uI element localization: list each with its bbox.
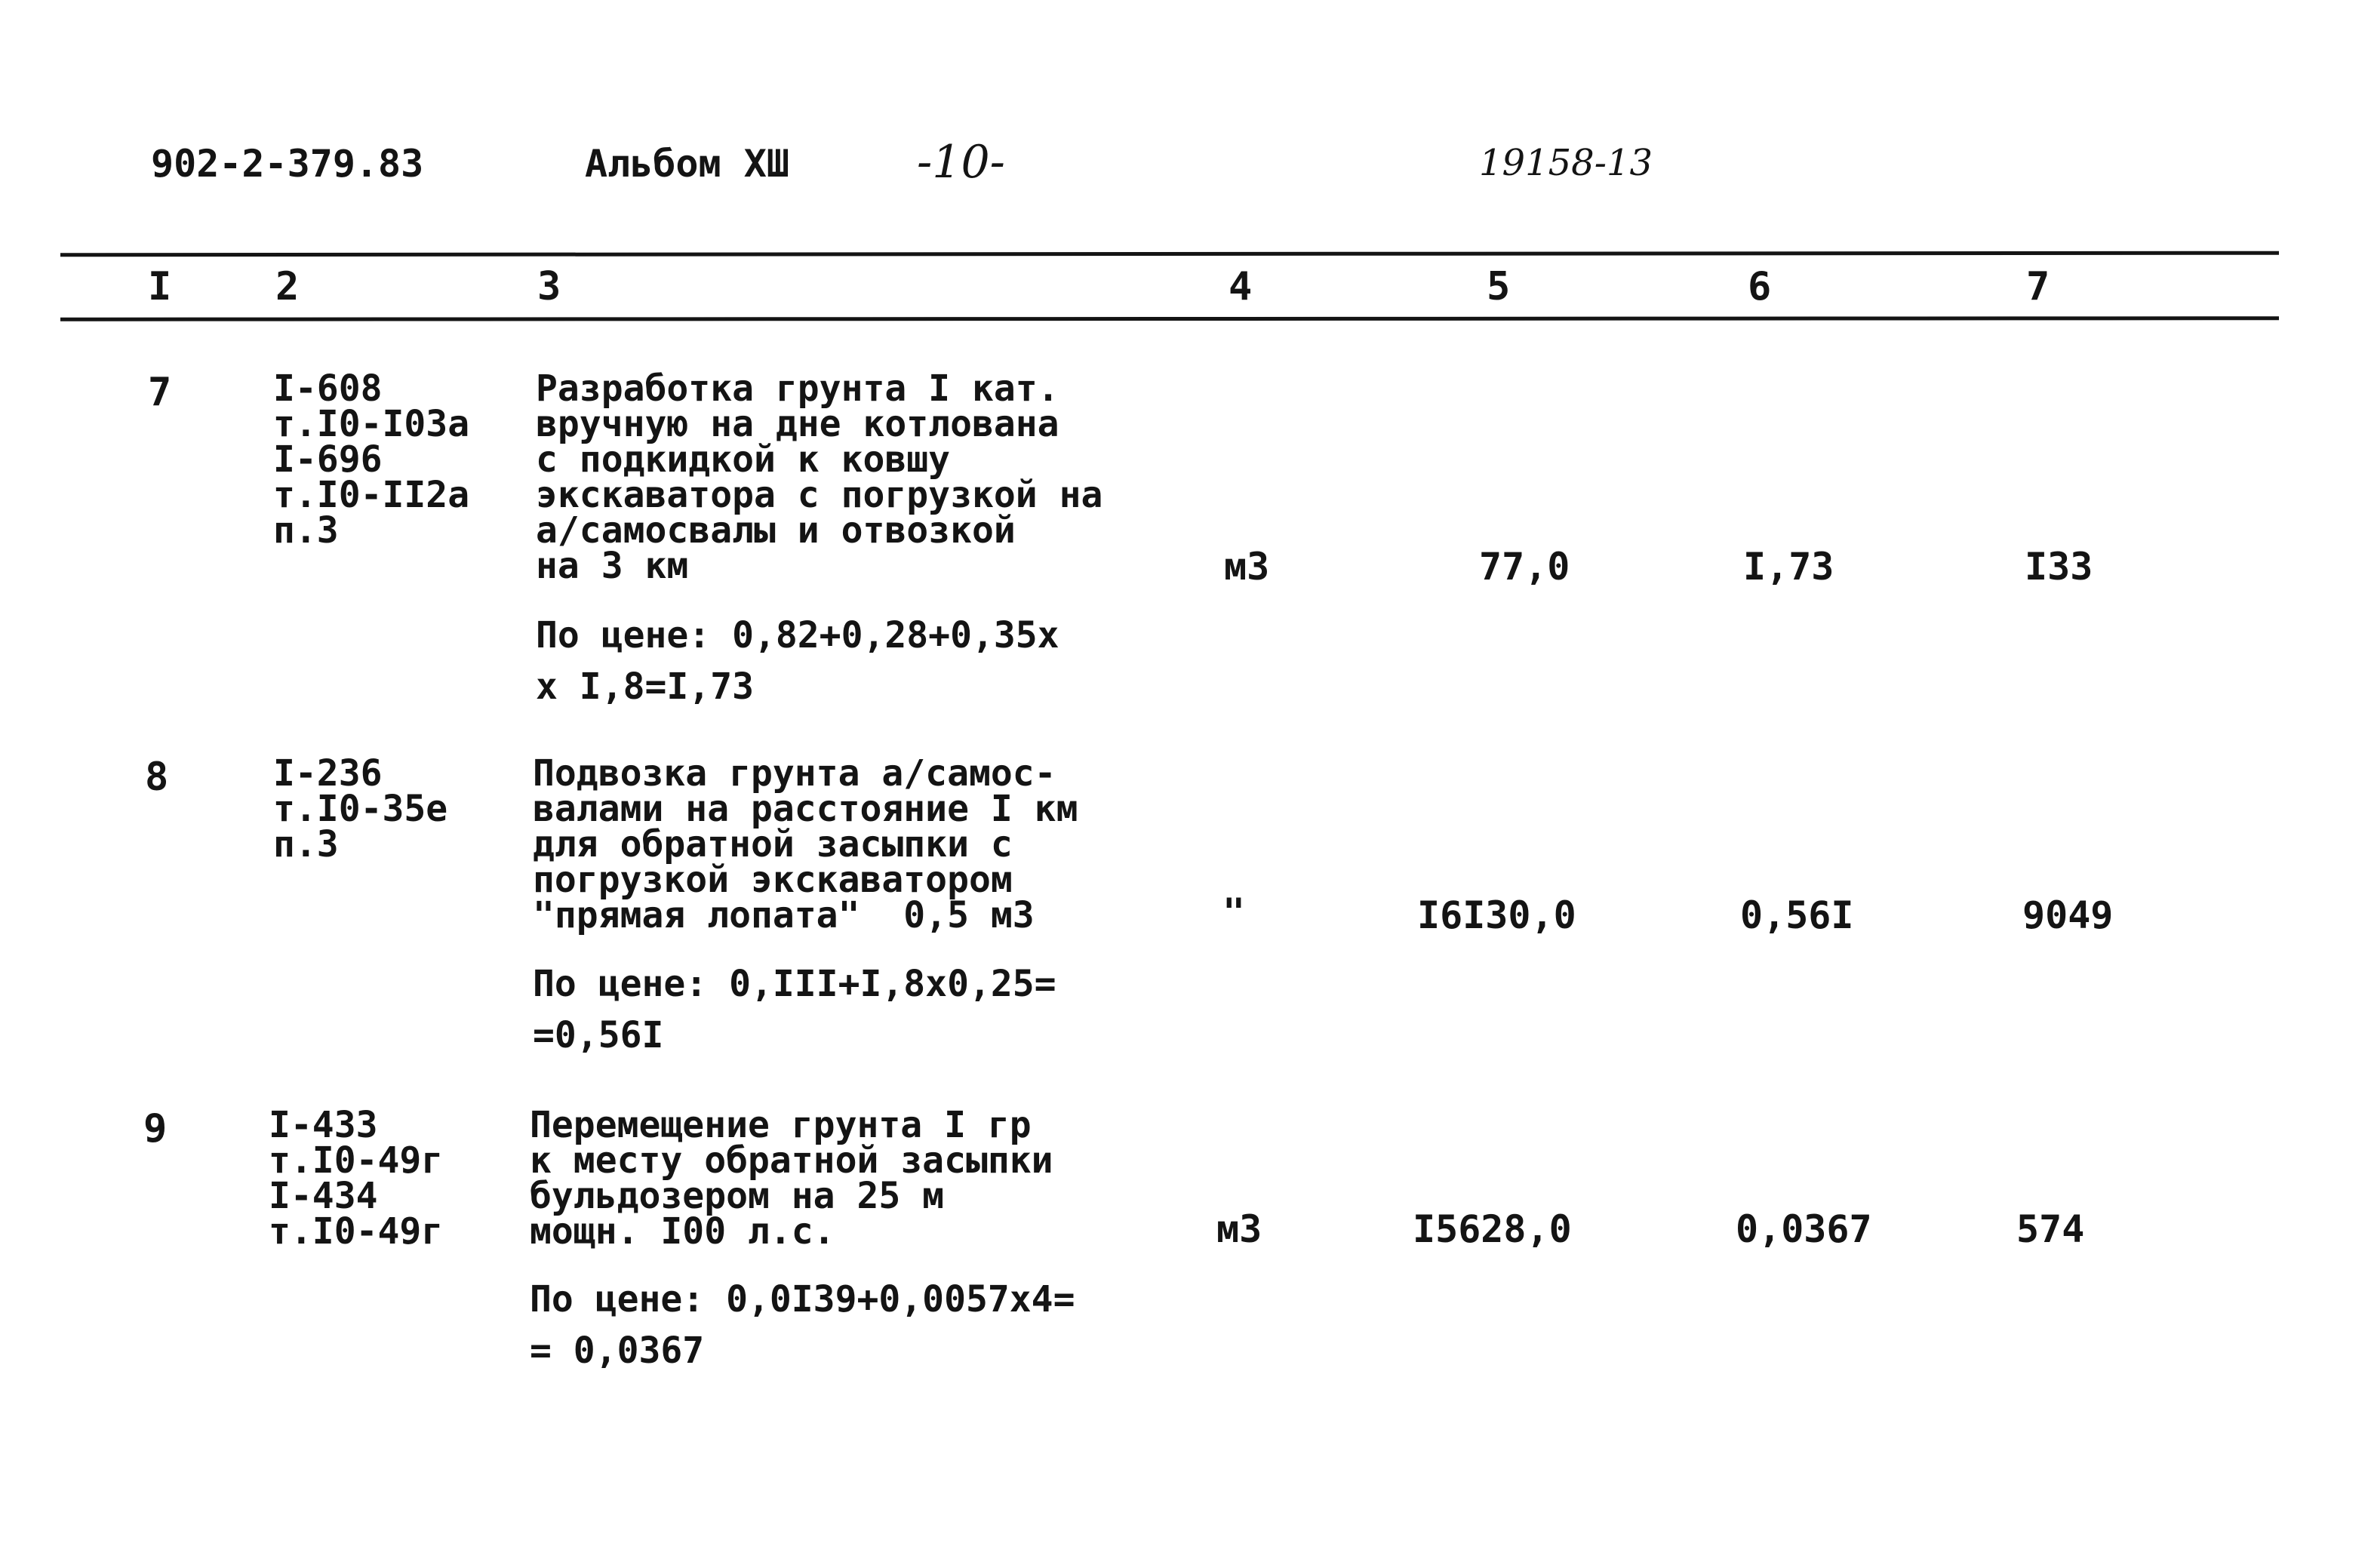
- norm-codes: I-433 т.I0-49г I-434 т.I0-49г: [269, 1104, 444, 1253]
- document-number: 902-2-379.83: [151, 142, 424, 186]
- column-number-1: I: [148, 264, 172, 309]
- total-cost: 574: [2016, 1207, 2085, 1251]
- work-description: Подвозка грунта а/самос- валами на расстояние I км для обратной засыпки с погрузкой экскаватором "прямая лопата" 0,5 м3: [533, 752, 1078, 936]
- unit-price: I,73: [1743, 545, 1834, 589]
- quantity: 77,0: [1479, 545, 1570, 589]
- column-number-7: 7: [2026, 264, 2050, 309]
- quantity: I6I30,0: [1417, 893, 1576, 937]
- unit-price: 0,0367: [1736, 1207, 1872, 1251]
- price-calculation: По цене: 0,82+0,28+0,35х х I,8=I,73: [536, 614, 1059, 708]
- work-description: Перемещение грунта I гр к месту обратной засыпки бульдозером на 25 м мощн. I00 л.с.: [530, 1104, 1053, 1253]
- norm-codes: I-608 т.I0-I03а I-696 т.I0-II2а п.3: [273, 367, 470, 552]
- work-description: Разработка грунта I кат. вручную на дне котлована с подкидкой к ковшу экскаватора с погрузкой на а/самосвалы и отвозкой на 3 км: [536, 367, 1103, 587]
- norm-codes: I-236 т.I0-35е п.3: [273, 752, 448, 865]
- album-label: Альбом ХШ: [585, 142, 789, 186]
- inventory-number: 19158-13: [1479, 142, 1653, 184]
- quantity: I5628,0: [1413, 1207, 1572, 1251]
- unit-price: 0,56I: [1740, 893, 1854, 937]
- total-cost: I33: [2025, 545, 2093, 589]
- row-number: 9: [143, 1106, 168, 1151]
- unit: м3: [1224, 545, 1270, 589]
- table-header-rule: [60, 316, 2279, 321]
- column-number-6: 6: [1748, 264, 1772, 309]
- unit: м3: [1216, 1207, 1262, 1251]
- column-number-2: 2: [275, 264, 300, 309]
- price-calculation: По цене: 0,0I39+0,0057х4= = 0,0367: [530, 1278, 1075, 1372]
- column-number-5: 5: [1487, 264, 1511, 309]
- unit: ": [1222, 890, 1246, 934]
- row-number: 7: [148, 370, 172, 415]
- column-number-3: 3: [537, 264, 561, 309]
- column-number-4: 4: [1229, 264, 1253, 309]
- row-number: 8: [145, 755, 169, 800]
- price-calculation: По цене: 0,III+I,8х0,25= =0,56I: [533, 963, 1056, 1056]
- page-number: -10-: [917, 136, 1005, 189]
- table-top-rule: [60, 251, 2279, 257]
- total-cost: 9049: [2022, 893, 2114, 937]
